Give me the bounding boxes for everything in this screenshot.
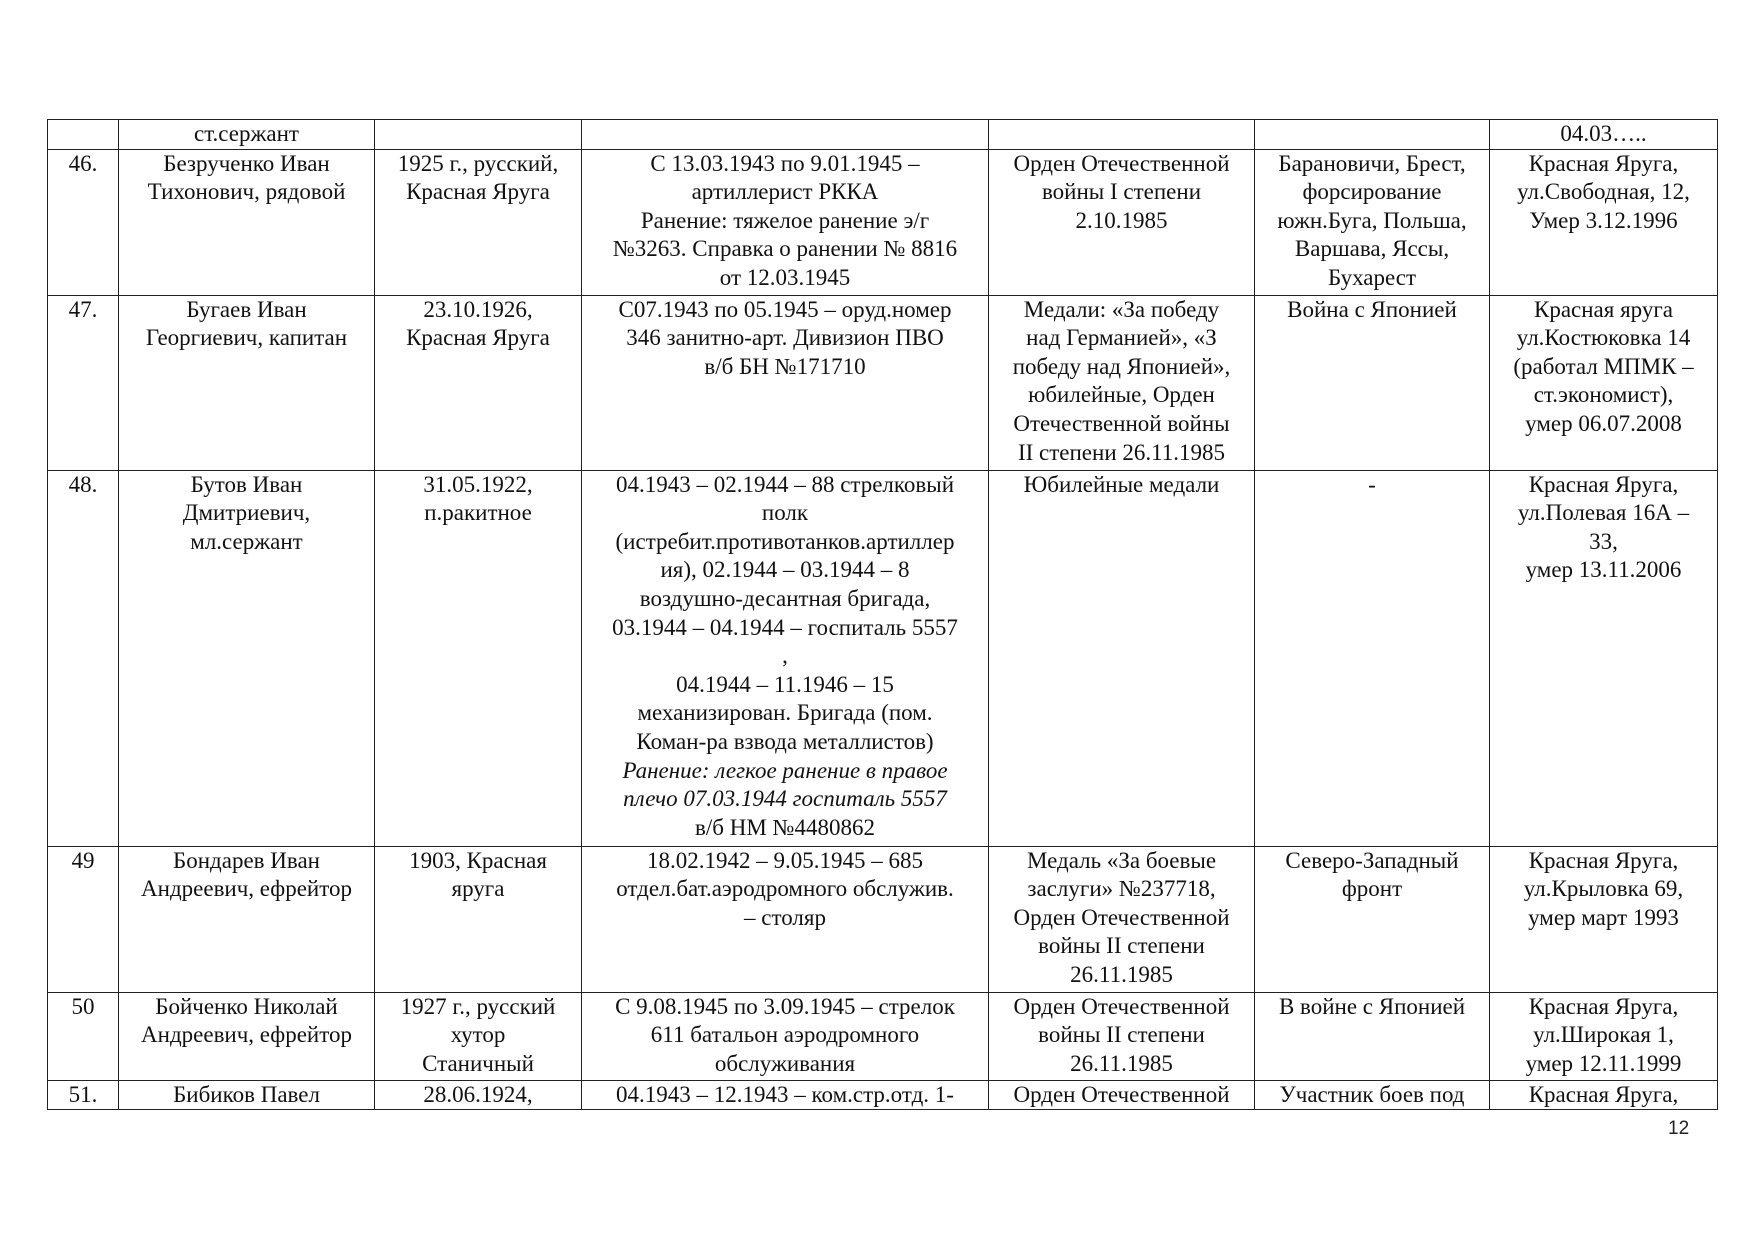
veterans-table [47, 119, 1718, 1110]
service-info: С07.1943 по 05.1945 – оруд.номер 346 занитно-арт. Дивизион ПВО в/б БН №171710 [582, 295, 989, 470]
birth-info: 1927 г., русский хутор Станичный [375, 992, 582, 1080]
name-rank: Бондарев Иван Андреевич, ефрейтор [119, 846, 375, 992]
birth-info: 28.06.1924, [375, 1080, 582, 1110]
service-text: 04.1943 – 02.1944 – 88 стрелковый полк (истребит.противотанков.артиллер ия), 02.1944 – 03.1944 – 8 воздушно-десантная бригада, 03.1944 – 04.1944 – госпиталь 5557 , 04.1944 – 11.1946 – 15 механизирован. Бригада (пом. Коман-ра взвода металлистов) [612, 471, 958, 754]
table-row [48, 120, 1718, 150]
page-number: 12 [1668, 1118, 1690, 1139]
birth-info: 31.05.1922, п.ракитное [375, 470, 582, 846]
wound-note: Ранение: легкое ранение в правое плечо 07.03.1944 госпиталь 5557 [622, 757, 948, 812]
notes: Красная Яруга, ул.Свободная, 12, Умер 3.12.1996 [1490, 149, 1718, 295]
awards: Медаль «За боевые заслуги» №237718, Орден Отечественной войны II степени 26.11.1985 [989, 846, 1255, 992]
row-number: 48. [48, 470, 119, 846]
birth-info: 23.10.1926, Красная Яруга [375, 295, 582, 470]
awards: Орден Отечественной войны I степени 2.10.1985 [989, 149, 1255, 295]
row-number: 50 [48, 992, 119, 1080]
table-row [48, 1080, 1718, 1110]
battles: Участник боев под [1255, 1080, 1490, 1110]
notes: Красная Яруга, ул.Крыловка 69, умер март 1993 [1490, 846, 1718, 992]
battles: Война с Японией [1255, 295, 1490, 470]
name-rank: Бугаев Иван Георгиевич, капитан [119, 295, 375, 470]
service-info: С 13.03.1943 по 9.01.1945 – артиллерист РККА Ранение: тяжелое ранение э/г №3263. Справка о ранении № 8816 от 12.03.1945 [582, 149, 989, 295]
table-row [48, 149, 1718, 295]
row-number: 47. [48, 295, 119, 470]
notes: Красная Яруга, ул.Широкая 1, умер 12.11.1999 [1490, 992, 1718, 1080]
awards: Орден Отечественной [989, 1080, 1255, 1110]
awards: Юбилейные медали [989, 470, 1255, 846]
table-row [48, 295, 1718, 470]
battles: В войне с Японией [1255, 992, 1490, 1080]
service-info: С 9.08.1945 по 3.09.1945 – стрелок 611 батальон аэродромного обслуживания [582, 992, 989, 1080]
name-rank: Бутов Иван Дмитриевич, мл.сержант [119, 470, 375, 846]
notes: Красная Яруга, [1490, 1080, 1718, 1110]
awards: Медали: «За победу над Германией», «З победу над Японией», юбилейные, Орден Отечественной войны II степени 26.11.1985 [989, 295, 1255, 470]
birth-info: 1903, Красная яруга [375, 846, 582, 992]
awards: Орден Отечественной войны II степени 26.11.1985 [989, 992, 1255, 1080]
military-id: в/б НМ №4480862 [695, 814, 875, 840]
table-row [48, 846, 1718, 992]
awards [989, 120, 1255, 150]
birth-info [375, 120, 582, 150]
name-rank: Бибиков Павел [119, 1080, 375, 1110]
row-number: 51. [48, 1080, 119, 1110]
name-rank: ст.сержант [119, 120, 375, 150]
battles: Северо-Западный фронт [1255, 846, 1490, 992]
notes: 04.03….. [1490, 120, 1718, 150]
row-number: 49 [48, 846, 119, 992]
notes: Красная яруга ул.Костюковка 14 (работал МПМК – ст.экономист), умер 06.07.2008 [1490, 295, 1718, 470]
row-number [48, 120, 119, 150]
birth-info: 1925 г., русский, Красная Яруга [375, 149, 582, 295]
table-row [48, 992, 1718, 1080]
row-number: 46. [48, 149, 119, 295]
name-rank: Безрученко Иван Тихонович, рядовой [119, 149, 375, 295]
battles: - [1255, 470, 1490, 846]
battles [1255, 120, 1490, 150]
service-info [582, 120, 989, 150]
table-row [48, 470, 1718, 846]
service-info: 04.1943 – 12.1943 – ком.стр.отд. 1- [582, 1080, 989, 1110]
name-rank: Бойченко Николай Андреевич, ефрейтор [119, 992, 375, 1080]
service-info: 18.02.1942 – 9.05.1945 – 685 отдел.бат.аэродромного обслужив. – столяр [582, 846, 989, 992]
battles: Барановичи, Брест, форсирование южн.Буга, Польша, Варшава, Яссы, Бухарест [1255, 149, 1490, 295]
service-info [582, 470, 989, 846]
notes: Красная Яруга, ул.Полевая 16А – 33, умер 13.11.2006 [1490, 470, 1718, 846]
